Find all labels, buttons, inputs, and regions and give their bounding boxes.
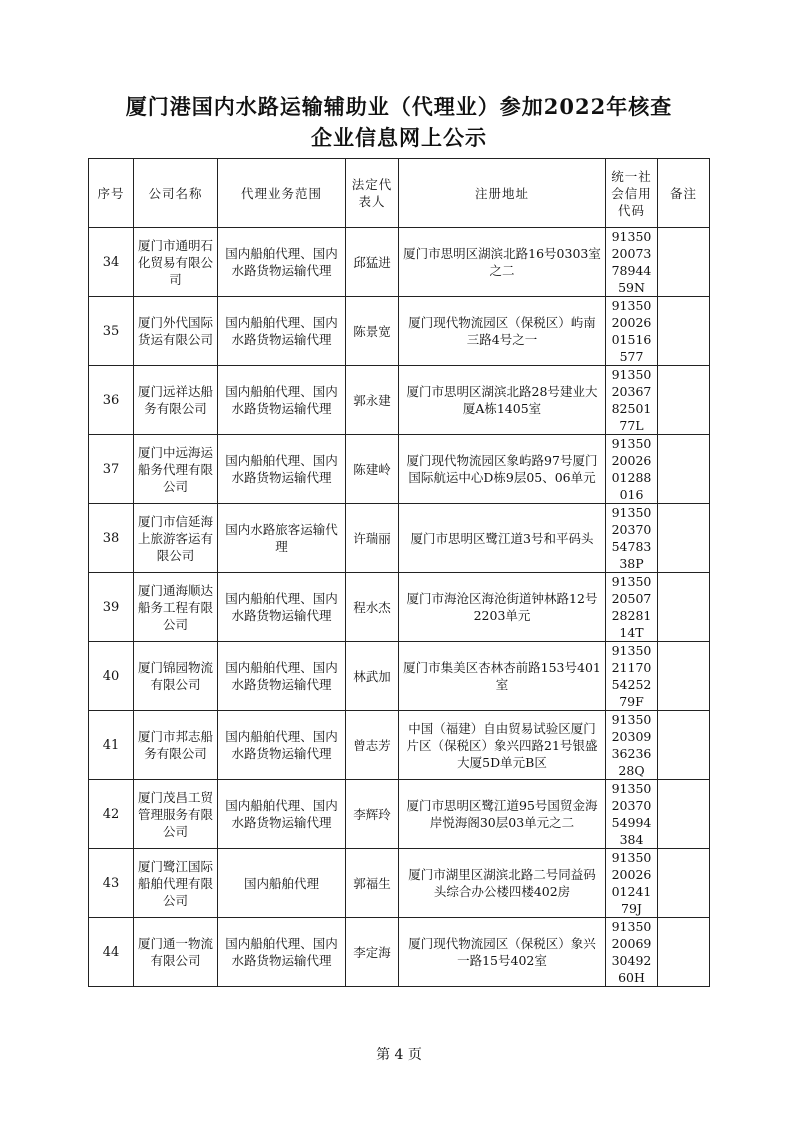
cell-company: 厦门通海顺达船务工程有限公司 bbox=[134, 573, 218, 642]
cell-scope: 国内船舶代理、国内水路货物运输代理 bbox=[218, 711, 346, 780]
header-address: 注册地址 bbox=[399, 159, 606, 228]
header-scope: 代理业务范围 bbox=[218, 159, 346, 228]
cell-rep: 曾志芳 bbox=[346, 711, 399, 780]
header-company: 公司名称 bbox=[134, 159, 218, 228]
cell-address: 厦门市思明区鹭江道3号和平码头 bbox=[399, 504, 606, 573]
page-title-line2: 企业信息网上公示 bbox=[311, 125, 487, 150]
table-row bbox=[89, 711, 710, 780]
cell-address: 厦门市思明区鹭江道95号国贸金海岸悦海阁30层03单元之二 bbox=[399, 780, 606, 849]
page-number: 第 4 页 bbox=[376, 1047, 422, 1063]
cell-scope: 国内船舶代理 bbox=[218, 849, 346, 918]
page-title-line1: 厦门港国内水路运输辅助业（代理业）参加2022年核查 bbox=[125, 94, 673, 119]
cell-address: 厦门现代物流园区象屿路97号厦门国际航运中心D栋9层05、06单元 bbox=[399, 435, 606, 504]
cell-rep: 李定海 bbox=[346, 918, 399, 987]
cell-address: 厦门市集美区杏林杏前路153号401室 bbox=[399, 642, 606, 711]
cell-code: 913502007378944 59N bbox=[606, 228, 658, 297]
cell-code: 91350200693049260H bbox=[606, 918, 658, 987]
table-row bbox=[89, 642, 710, 711]
cell-remark bbox=[658, 228, 710, 297]
cell-company: 厦门锦园物流有限公司 bbox=[134, 642, 218, 711]
cell-company: 厦门茂昌工贸管理服务有限公司 bbox=[134, 780, 218, 849]
cell-scope: 国内船舶代理、国内水路货物运输代理 bbox=[218, 297, 346, 366]
cell-company: 厦门鹭江国际船舶代理有限公司 bbox=[134, 849, 218, 918]
header-remark: 备注 bbox=[658, 159, 710, 228]
cell-remark bbox=[658, 366, 710, 435]
cell-rep: 李辉玲 bbox=[346, 780, 399, 849]
cell-scope: 国内水路旅客运输代理 bbox=[218, 504, 346, 573]
cell-code: 91350205072828114T bbox=[606, 573, 658, 642]
cell-no: 42 bbox=[89, 780, 134, 849]
cell-scope: 国内船舶代理、国内水路货物运输代理 bbox=[218, 780, 346, 849]
cell-company: 厦门市通明石化贸易有限公司 bbox=[134, 228, 218, 297]
table-row bbox=[89, 504, 710, 573]
cell-address: 厦门现代物流园区（保税区）屿南三路4号之一 bbox=[399, 297, 606, 366]
cell-address: 厦门现代物流园区（保税区）象兴一路15号402室 bbox=[399, 918, 606, 987]
cell-address: 厦门市湖里区湖滨北路二号同益码头综合办公楼四楼402房 bbox=[399, 849, 606, 918]
header-no: 序号 bbox=[89, 159, 134, 228]
cell-rep: 程水杰 bbox=[346, 573, 399, 642]
cell-company: 厦门市信延海上旅游客运有限公司 bbox=[134, 504, 218, 573]
cell-no: 40 bbox=[89, 642, 134, 711]
cell-company: 厦门外代国际货运有限公司 bbox=[134, 297, 218, 366]
cell-rep: 陈建岭 bbox=[346, 435, 399, 504]
cell-code: 91350211705425279F bbox=[606, 642, 658, 711]
cell-no: 44 bbox=[89, 918, 134, 987]
cell-no: 37 bbox=[89, 435, 134, 504]
table-row bbox=[89, 297, 710, 366]
cell-scope: 国内船舶代理、国内水路货物运输代理 bbox=[218, 435, 346, 504]
header-code: 统一社会信用代码 bbox=[606, 159, 658, 228]
cell-address: 厦门市思明区湖滨北路28号建业大厦A栋1405室 bbox=[399, 366, 606, 435]
cell-scope: 国内船舶代理、国内水路货物运输代理 bbox=[218, 228, 346, 297]
cell-remark bbox=[658, 573, 710, 642]
cell-no: 34 bbox=[89, 228, 134, 297]
cell-address: 中国（福建）自由贸易试验区厦门片区（保税区）象兴四路21号银盛大厦5D单元B区 bbox=[399, 711, 606, 780]
cell-scope: 国内船舶代理、国内水路货物运输代理 bbox=[218, 366, 346, 435]
cell-no: 35 bbox=[89, 297, 134, 366]
table-row bbox=[89, 228, 710, 297]
table-row bbox=[89, 435, 710, 504]
cell-code: 913502037054994384 bbox=[606, 780, 658, 849]
cell-code: 913502002601516577 bbox=[606, 297, 658, 366]
cell-scope: 国内船舶代理、国内水路货物运输代理 bbox=[218, 642, 346, 711]
table-row bbox=[89, 573, 710, 642]
company-table bbox=[88, 158, 710, 987]
cell-no: 41 bbox=[89, 711, 134, 780]
cell-no: 36 bbox=[89, 366, 134, 435]
cell-rep: 许瑞丽 bbox=[346, 504, 399, 573]
cell-code: 913502002601288016 bbox=[606, 435, 658, 504]
cell-rep: 邱猛进 bbox=[346, 228, 399, 297]
cell-code: 91350200260124179J bbox=[606, 849, 658, 918]
cell-address: 厦门市思明区湖滨北路16号0303室之二 bbox=[399, 228, 606, 297]
cell-no: 38 bbox=[89, 504, 134, 573]
table-header-row bbox=[89, 159, 710, 228]
cell-code: 91350203678250177L bbox=[606, 366, 658, 435]
cell-rep: 林武加 bbox=[346, 642, 399, 711]
cell-company: 厦门市邦志船务有限公司 bbox=[134, 711, 218, 780]
cell-remark bbox=[658, 918, 710, 987]
cell-company: 厦门远祥达船务有限公司 bbox=[134, 366, 218, 435]
cell-no: 39 bbox=[89, 573, 134, 642]
cell-code: 91350203093623628Q bbox=[606, 711, 658, 780]
cell-remark bbox=[658, 504, 710, 573]
cell-remark bbox=[658, 642, 710, 711]
cell-rep: 郭福生 bbox=[346, 849, 399, 918]
cell-remark bbox=[658, 849, 710, 918]
cell-scope: 国内船舶代理、国内水路货物运输代理 bbox=[218, 573, 346, 642]
cell-rep: 郭永建 bbox=[346, 366, 399, 435]
table-row bbox=[89, 366, 710, 435]
cell-address: 厦门市海沧区海沧街道钟林路12号2203单元 bbox=[399, 573, 606, 642]
cell-remark bbox=[658, 780, 710, 849]
cell-scope: 国内船舶代理、国内水路货物运输代理 bbox=[218, 918, 346, 987]
cell-remark bbox=[658, 711, 710, 780]
cell-rep: 陈景宽 bbox=[346, 297, 399, 366]
table-row bbox=[89, 780, 710, 849]
cell-company: 厦门中远海运船务代理有限公司 bbox=[134, 435, 218, 504]
header-rep: 法定代表人 bbox=[346, 159, 399, 228]
cell-no: 43 bbox=[89, 849, 134, 918]
cell-remark bbox=[658, 297, 710, 366]
cell-company: 厦门通一物流有限公司 bbox=[134, 918, 218, 987]
table-row bbox=[89, 849, 710, 918]
cell-remark bbox=[658, 435, 710, 504]
cell-code: 91350203705478338P bbox=[606, 504, 658, 573]
table-row bbox=[89, 918, 710, 987]
